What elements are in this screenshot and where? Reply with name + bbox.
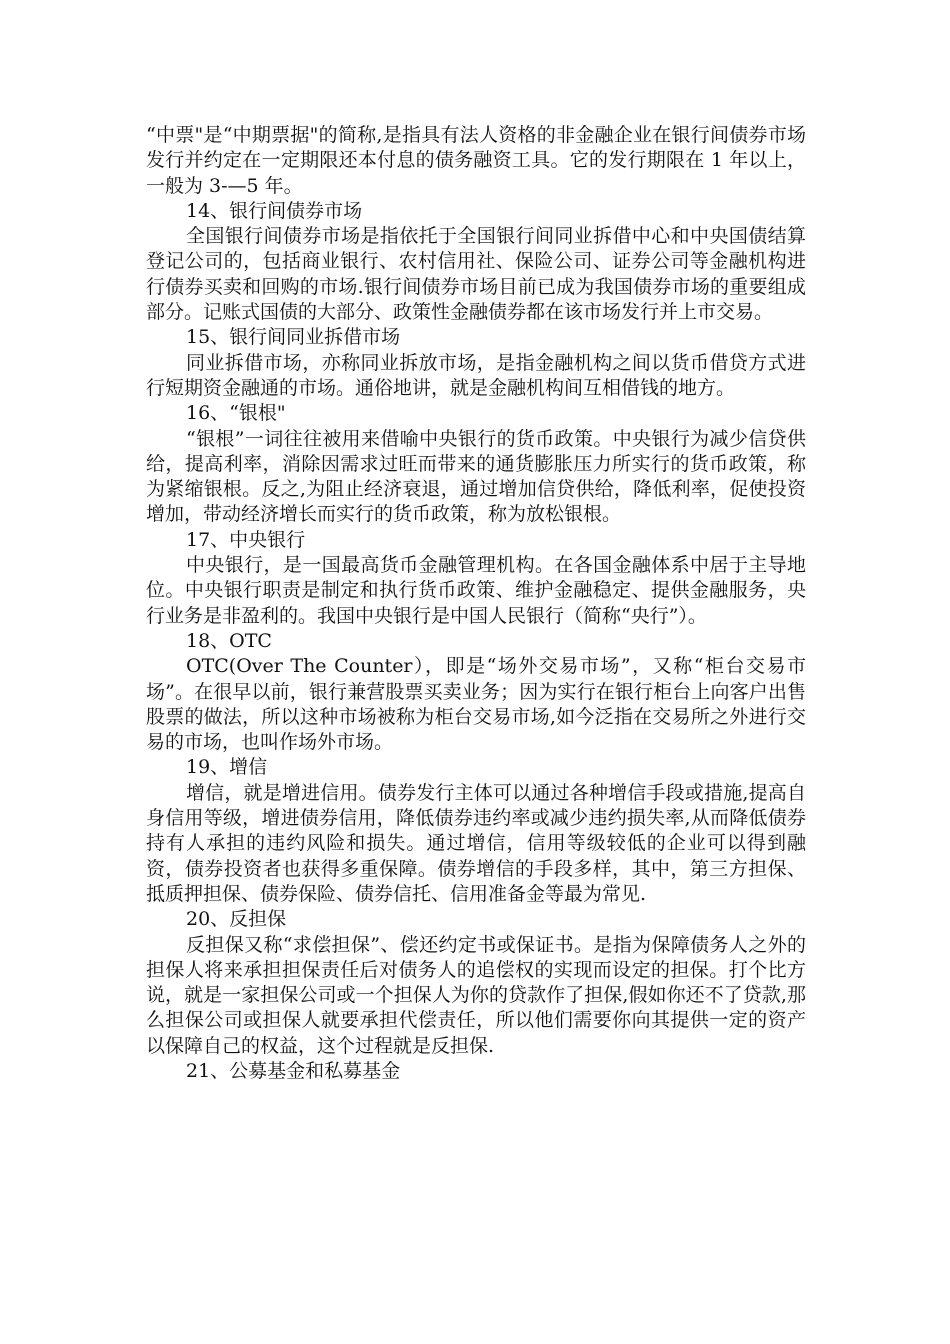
heading-19-credit-enhancement: 19、增信 bbox=[186, 756, 268, 779]
heading-14-interbank-bond-market: 14、银行间债券市场 bbox=[186, 199, 363, 222]
paragraph-yingen: “银根”一词往往被用来借喻中央银行的货币政策。中央银行为减少信贷供给，提高利率，消除因需求过旺而带来的通货膨胀压力所实行的货币政策，称为紧缩银根。反之,为阻止经济衰退，通过增加信贷供给，降低利率，促使投资增加，带动经济增长而实行的货币政策，称为放松银根。 bbox=[146, 427, 806, 526]
paragraph-central-bank: 中央银行，是一国最高货币金融管理机构。在各国金融体系中居于主导地位。中央银行职责是制定和执行货币政策、维护金融稳定、提供金融服务，央行业务是非盈利的。我国中央银行是中国人民银行（简称“央行”）。 bbox=[146, 554, 806, 627]
paragraph-interbank-bond-market: 全国银行间债券市场是指依托于全国银行间同业拆借中心和中央国债结算登记公司的，包括商业银行、农村信用社、保险公司、证券公司等金融机构进行债券买卖和回购的市场.银行间债券市场目前已成为我国债券市场的重要组成部分。记账式国债的大部分、政策性金融债券都在该市场发行并上市交易。 bbox=[146, 225, 806, 324]
paragraph-mtn-definition: “中票"是“中期票据"的简称,是指具有法人资格的非金融企业在银行间债券市场发行并约定在一定期限还本付息的债务融资工具。它的发行期限在 1 年以上，一般为 3-—5 年。 bbox=[146, 124, 806, 197]
document-body bbox=[146, 123, 806, 1084]
paragraph-otc: OTC(Over The Counter），即是“场外交易市场”，又称“柜台交易市场”。在很早以前，银行兼营股票买卖业务；因为实行在银行柜台上向客户出售股票的做法，所以这种市场被称为柜台交易市场,如今泛指在交易所之外进行交易的市场，也叫作场外市场。 bbox=[146, 655, 806, 754]
heading-20-counter-guarantee: 20、反担保 bbox=[186, 908, 287, 931]
heading-21-public-private-funds: 21、公募基金和私募基金 bbox=[186, 1059, 401, 1082]
heading-17-central-bank: 17、中央银行 bbox=[186, 528, 306, 551]
heading-18-otc: 18、OTC bbox=[186, 629, 272, 652]
heading-15-interbank-lending-market: 15、银行间同业拆借市场 bbox=[186, 326, 401, 349]
paragraph-credit-enhancement: 增信，就是增进信用。债券发行主体可以通过各种增信手段或措施,提高自身信用等级，增进债券信用，降低债券违约率或减少违约损失率,从而降低债券持有人承担的违约风险和损失。通过增信，信用等级较低的企业可以得到融资，债券投资者也获得多重保障。债券增信的手段多样，其中，第三方担保、抵质押担保、债券保险、债券信托、信用准备金等最为常见. bbox=[146, 781, 806, 905]
paragraph-interbank-lending-market: 同业拆借市场，亦称同业拆放市场，是指金融机构之间以货币借贷方式进行短期资金融通的市场。通俗地讲，就是金融机构间互相借钱的地方。 bbox=[146, 351, 806, 399]
paragraph-counter-guarantee: 反担保又称“求偿担保”、偿还约定书或保证书。是指为保障债务人之外的担保人将来承担担保责任后对债务人的追偿权的实现而设定的担保。打个比方说，就是一家担保公司或一个担保人为你的贷款作了担保,假如你还不了贷款,那么担保公司或担保人就要承担代偿责任，所以他们需要你向其提供一定的资产以保障自己的权益，这个过程就是反担保. bbox=[146, 933, 806, 1057]
heading-16-yingen: 16、“银根" bbox=[186, 402, 286, 425]
